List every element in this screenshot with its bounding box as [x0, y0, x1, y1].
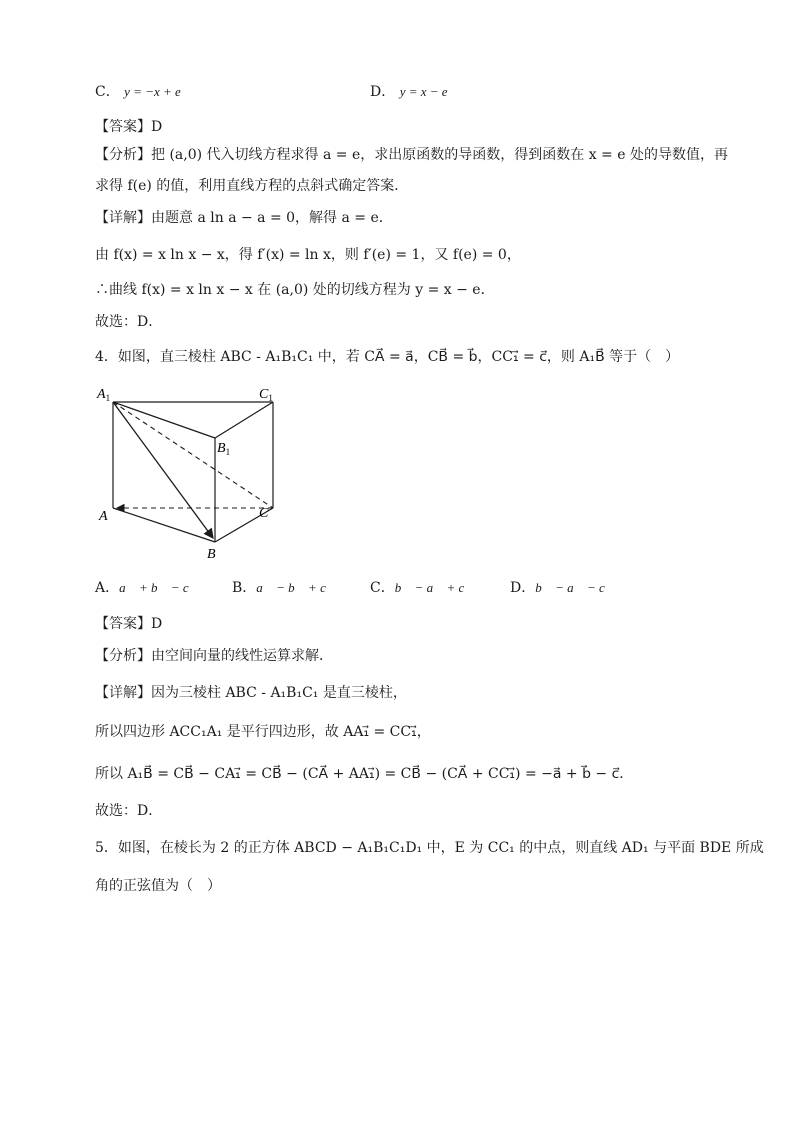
label-a: A: [99, 509, 108, 524]
detail-text: 所以四边形 ACC₁A₁ 是平行四边形，故 AA₁⃗ = CC₁⃗，: [95, 724, 431, 740]
q3-detail-line1: [95, 208, 393, 228]
diagonal-a1-c: [113, 402, 273, 508]
option-letter: D．: [370, 84, 396, 100]
analysis-text: 把 (a,0) 代入切线方程求得 a = e，求出原函数的导函数，得到函数在 x = e 处的导数值，再: [151, 147, 728, 163]
q5-stem-line1: [95, 838, 764, 858]
q4-detail-line3: [95, 764, 633, 784]
analysis-tag: 【分析】: [95, 648, 151, 664]
edge-b1-c1: [215, 402, 273, 438]
detail-text: ∴曲线 f(x) = x ln x − x 在 (a,0) 处的切线方程为 y = x − e．: [95, 282, 495, 298]
option-letter: C．: [370, 580, 395, 596]
detail-text: 由题意 a ln a − a = 0，解得 a = e．: [151, 210, 393, 226]
analysis-text: 由空间向量的线性运算求解．: [151, 648, 333, 664]
answer-tag: 【答案】: [95, 616, 151, 632]
q4-conclusion: [95, 801, 162, 821]
option-letter: B．: [232, 580, 257, 596]
q3-option-d: [370, 82, 448, 102]
option-letter: A．: [95, 580, 120, 596]
label-b: B: [207, 547, 216, 562]
q4-option-d: [510, 578, 615, 598]
q4-stem: [95, 347, 679, 367]
vector-a1b: [113, 402, 213, 538]
q4-detail-line2: [95, 722, 431, 742]
label-a1: $A_1$: [97, 387, 111, 403]
edge-a-b: [113, 508, 215, 542]
answer-tag: 【答案】: [95, 119, 151, 135]
answer-text: D: [151, 616, 163, 632]
detail-text: 由 f(x) = x ln x − x，得 f′(x) = ln x，则 f′(e) = 1，又 f(e) = 0，: [95, 247, 521, 263]
question-stem: 4．如图，直三棱柱 ABC - A₁B₁C₁ 中，若 CA⃗ = a⃗，CB⃗ = b⃗，CC₁⃗ = c⃗，则 A₁B⃗ 等于（ ）: [95, 349, 680, 365]
option-expr: b⃗ − a⃗ + c⃗: [394, 580, 475, 595]
q3-detail-line3: [95, 280, 495, 300]
q4-answer: [95, 614, 162, 634]
q3-option-c: [95, 82, 181, 102]
option-expr: b⃗ − a⃗ − c⃗: [535, 580, 615, 595]
q3-conclusion: [95, 312, 162, 332]
option-expr: a⃗ + b⃗ − c⃗: [119, 580, 199, 595]
q4-option-c: [370, 578, 474, 598]
q3-detail-line2: [95, 245, 521, 265]
label-c: C: [259, 506, 269, 521]
q5-stem-line2: [95, 876, 221, 896]
option-expr: y = −x + e: [124, 84, 181, 99]
detail-tag: 【详解】: [95, 210, 151, 226]
option-letter: C．: [95, 84, 120, 100]
q3-analysis-line1: [95, 145, 728, 165]
conclusion-text: 故选：D．: [95, 803, 163, 819]
q3-analysis-line2: [95, 176, 408, 196]
label-c1: $C_1$: [259, 387, 273, 403]
option-expr: a⃗ − b⃗ + c⃗: [256, 580, 336, 595]
q3-answer: [95, 117, 162, 137]
detail-text: 所以 A₁B⃗ = CB⃗ − CA₁⃗ = CB⃗ − (CA⃗ + AA₁⃗) = CB⃗ − (CA⃗ + CC₁⃗) = −a⃗ + b⃗ − c⃗．: [95, 766, 634, 782]
label-b1: $B_1$: [217, 441, 231, 457]
q4-analysis: [95, 646, 333, 666]
q4-option-b: [232, 578, 336, 598]
answer-text: D: [151, 119, 163, 135]
edge-a1-b1: [113, 402, 215, 438]
question-stem: 角的正弦值为（ ）: [95, 878, 221, 894]
q4-detail-line1: [95, 683, 407, 703]
q4-option-a: [95, 578, 199, 598]
question-stem: 5．如图，在棱长为 2 的正方体 ABCD − A₁B₁C₁D₁ 中，E 为 CC₁ 的中点，则直线 AD₁ 与平面 BDE 所成: [95, 840, 764, 856]
conclusion-text: 故选：D．: [95, 314, 163, 330]
option-expr: y = x − e: [399, 84, 448, 99]
option-letter: D．: [510, 580, 536, 596]
analysis-text: 求得 f(e) 的值，利用直线方程的点斜式确定答案．: [95, 178, 409, 194]
detail-tag: 【详解】: [95, 685, 151, 701]
prism-figure: [95, 380, 295, 565]
analysis-tag: 【分析】: [95, 147, 151, 163]
detail-text: 因为三棱柱 ABC - A₁B₁C₁ 是直三棱柱，: [151, 685, 407, 701]
